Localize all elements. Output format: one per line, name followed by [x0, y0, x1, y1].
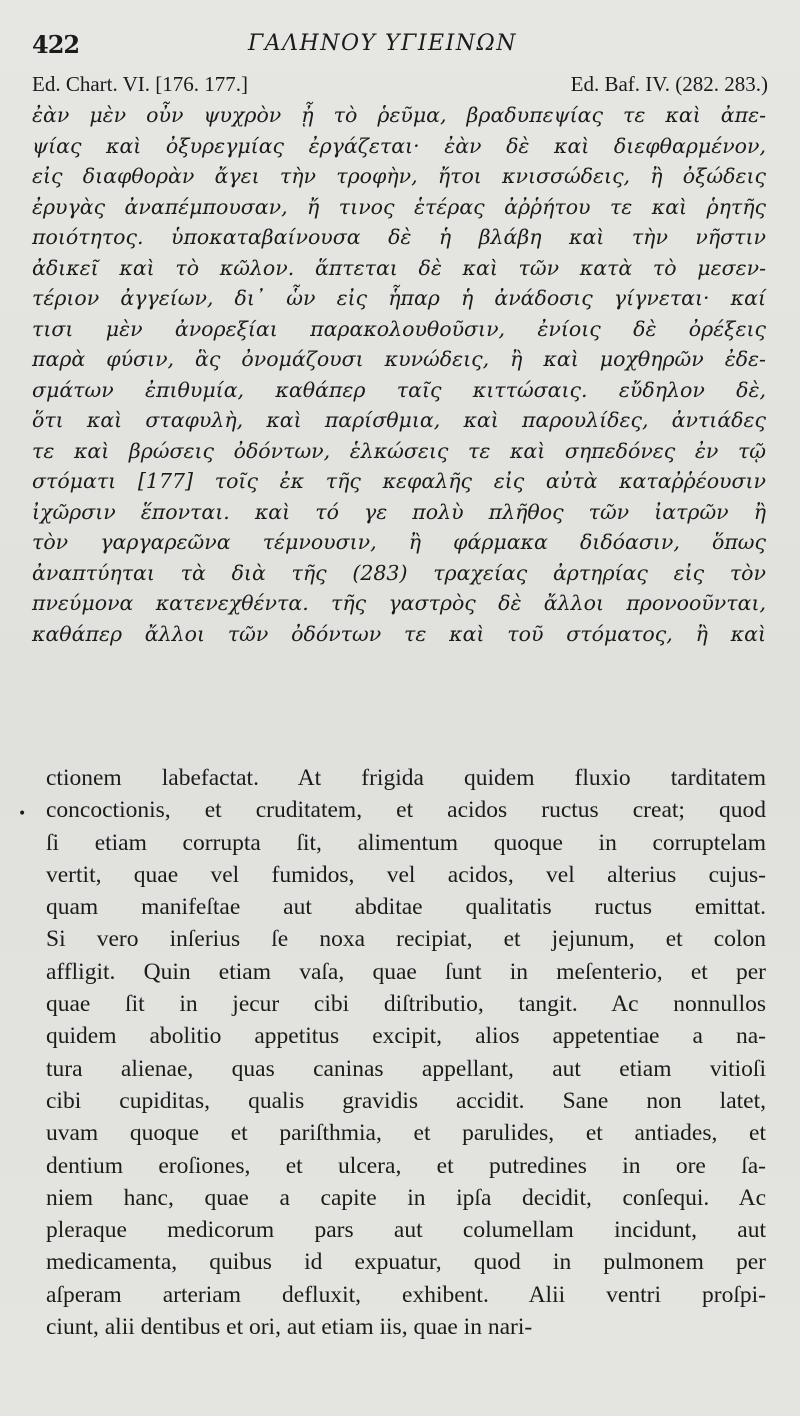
greek-line: ἐὰν μὲν οὖν ψυχρὸν ᾖ τὸ ῥεῦμα, βραδυπεψίας τε καὶ ἀπε- — [32, 103, 766, 127]
greek-line: πνεύμονα κατενεχθέντα. τῆς γαστρὸς δὲ ἄλλοι προνοοῦνται, — [32, 591, 766, 615]
running-title: ΓΑΛΗΝΟΥ ΥΓΙΕΙΝΩΝ — [248, 31, 517, 56]
latin-line: ciunt, alii dentibus et ori, aut etiam iis, quae in nari- — [46, 1314, 533, 1341]
latin-text-block — [46, 762, 766, 1343]
greek-line: τισι μὲν ἀνορεξίαι παρακολουθοῦσιν, ἐνίοις δὲ ὀρέξεις — [32, 316, 766, 341]
latin-line: niem hanc, quae a capite in ipſa decidit, conſequi. Ac — [46, 1184, 766, 1211]
greek-line: εἰς διαφθορὰν ἄγει τὴν τροφὴν, ἤτοι κνισσώδεις, ἢ ὀξώδεις — [32, 164, 766, 188]
greek-line: ἀδικεῖ καὶ τὸ κῶλον. ἅπτεται δὲ καὶ τῶν κατὰ τὸ μεσεν- — [32, 255, 766, 280]
greek-line: ὅτι καὶ σταφυλὴ, καὶ παρίσθμια, καὶ παρουλίδες, ἀντιάδες — [32, 408, 766, 432]
greek-line: τὸν γαργαρεῶνα τέμνουσιν, ἢ φάρμακα διδόασιν, ὅπως — [32, 530, 766, 554]
greek-line: ἰχῶρσιν ἕπονται. καὶ τό γε πολὺ πλῆθος τῶν ἰατρῶν ἢ — [32, 499, 766, 524]
latin-line: ctionem labefactat. At frigida quidem fluxio tarditatem — [46, 765, 766, 791]
latin-line: vertit, quae vel fumidos, vel acidos, vel alterius cujus- — [46, 861, 766, 888]
greek-text-block — [32, 100, 766, 649]
greek-line: ποιότητος. ὑποκαταβαίνουσα δὲ ἡ βλάβη καὶ τὴν νῆστιν — [32, 225, 766, 249]
greek-line: στόματι [177] τοῖς ἐκ τῆς κεφαλῆς εἰς αὐτὰ καταῤῥέουσιν — [32, 469, 766, 493]
greek-line: σμάτων ἐπιθυμία, καθάπερ ταῖς κιττώσαις. εὔδηλον δὲ, — [32, 377, 766, 402]
page-header — [32, 28, 772, 62]
latin-line: cibi cupiditas, qualis gravidis accidit. Sane non latet, — [46, 1087, 766, 1114]
latin-line: affligit. Quin etiam vaſa, quae ſunt in meſenterio, et per — [46, 958, 766, 985]
latin-line: dentium eroſiones, et ulcera, et putredines in ore ſa- — [46, 1152, 766, 1179]
edition-reference-basel: Ed. Baf. IV. (282. 283.) — [570, 72, 768, 96]
latin-line: quae ſit in jecur cibi diſtributio, tangit. Ac nonnullos — [46, 991, 766, 1018]
edition-reference-chartier: Ed. Chart. VI. [176. 177.] — [32, 72, 248, 96]
latin-line: quidem abolitio appetitus excipit, alios appetentiae a na- — [46, 1023, 766, 1050]
latin-line: quam manifeſtae aut abditae qualitatis ructus emittat. — [46, 894, 766, 921]
latin-line: concoctionis, et cruditatem, et acidos ructus creat; quod — [46, 797, 766, 824]
latin-line: pleraque medicorum pars aut columellam incidunt, aut — [46, 1217, 766, 1244]
margin-mark: • — [18, 806, 27, 822]
latin-line: tura alienae, quas caninas appellant, aut etiam vitioſi — [46, 1055, 766, 1082]
greek-line: τε καὶ βρώσεις ὀδόντων, ἑλκώσεις τε καὶ σηπεδόνες ἐν τῷ — [32, 438, 766, 463]
greek-line: ψίας καὶ ὀξυρεγμίας ἐργάζεται· ἐὰν δὲ καὶ διεφθαρμένον, — [32, 133, 766, 158]
latin-line: Si vero inſerius ſe noxa recipiat, et jejunum, et colon — [46, 926, 766, 953]
latin-line: ſi etiam corrupta ſit, alimentum quoque in corruptelam — [46, 829, 766, 856]
greek-line: ἀναπτύηται τὰ διὰ τῆς (283) τραχείας ἀρτηρίας εἰς τὸν — [32, 560, 766, 585]
greek-line: καθάπερ ἄλλοι τῶν ὀδόντων τε καὶ τοῦ στόματος, ἢ καὶ — [32, 621, 766, 646]
greek-line: τέριον ἀγγείων, δι᾽ ὧν εἰς ἧπαρ ἡ ἀνάδοσις γίγνεται· καί — [32, 286, 766, 310]
latin-line: uvam quoque et pariſthmia, et parulides, et antiades, et — [46, 1120, 766, 1147]
page-number: 422 — [32, 30, 80, 59]
greek-line: παρὰ φύσιν, ἃς ὀνομάζουσι κυνώδεις, ἢ καὶ μοχθηρῶν ἐδε- — [32, 347, 766, 371]
latin-line: aſperam arteriam defluxit, exhibent. Alii ventri proſpi- — [46, 1281, 766, 1308]
greek-line: ἐρυγὰς ἀναπέμπουσαν, ἤ τινος ἑτέρας ἀῤῥήτου τε καὶ ῥητῆς — [32, 194, 766, 219]
latin-line: medicamenta, quibus id expuatur, quod in pulmonem per — [46, 1249, 766, 1276]
